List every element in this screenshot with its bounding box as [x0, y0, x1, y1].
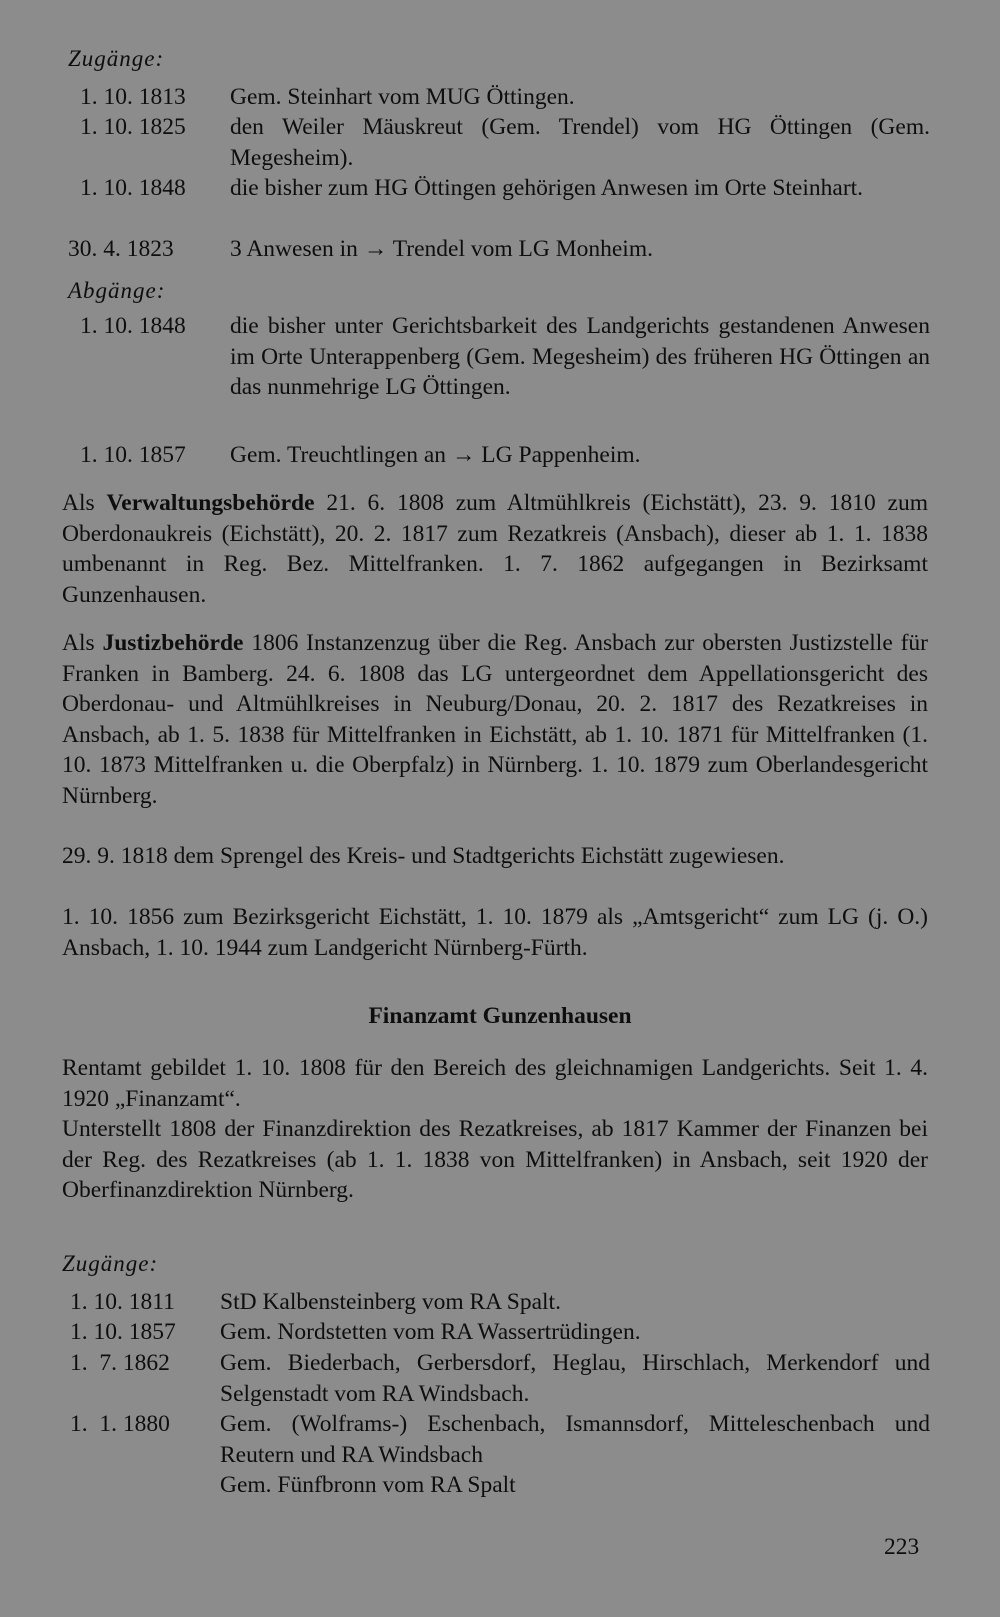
justiz-paragraph: [62, 628, 928, 811]
entry-text: den Weiler Mäuskreut (Gem. Trendel) vom HG Öttingen (Gem. Megesheim).: [230, 114, 930, 171]
entry-date: 1. 7. 1862: [70, 1350, 170, 1376]
section-title: Finanzamt Gunzenhausen: [368, 1003, 632, 1029]
entry-text: die bisher zum HG Öttingen gehörigen Anwesen im Orte Steinhart.: [230, 175, 864, 201]
entry-date: 1. 1. 1880: [70, 1411, 170, 1437]
entry-date: 1. 10. 1848: [80, 313, 186, 339]
justiz-lead: Als: [62, 630, 95, 656]
entry-text: Gem. Nordstetten vom RA Wassertrüdingen.: [220, 1319, 641, 1345]
entry-date: 1. 10. 1813: [80, 84, 186, 110]
entry-text: Gem. Fünfbronn vom RA Spalt: [220, 1472, 516, 1498]
zugaenge-heading-2: Zugänge:: [62, 1251, 159, 1276]
entry-date: 1. 10. 1857: [80, 442, 186, 468]
entry-date: 30. 4. 1823: [68, 236, 174, 262]
justiz-bold: Justizbehörde: [102, 630, 244, 656]
entry-text: 3 Anwesen in → Trendel vom LG Monheim.: [230, 236, 653, 262]
entry-text: die bisher unter Gerichtsbarkeit des Landgerichts gestandenen Anwesen im Orte Unterappenberg (Gem. Megesheim) des früheren HG Öttingen an das nunmehrige LG Öttingen.: [230, 313, 930, 400]
justiz-paragraph-3: 1. 10. 1856 zum Bezirksgericht Eichstätt, 1. 10. 1879 als „Amtsgericht“ zum LG (j. O.) Ansbach, 1. 10. 1944 zum Landgericht Nürnberg-Fürth.: [62, 904, 928, 961]
finanzamt-paragraph-1: Rentamt gebildet 1. 10. 1808 für den Bereich des gleichnamigen Landgerichts. Seit 1. 4. 1920 „Finanzamt“.: [62, 1055, 928, 1112]
entry-text: StD Kalbensteinberg vom RA Spalt.: [220, 1289, 561, 1315]
abgaenge-heading: Abgänge:: [68, 278, 166, 303]
zugaenge-heading: Zugänge:: [68, 46, 165, 71]
verwaltung-lead: Als: [62, 490, 95, 516]
entry-text: Gem. (Wolframs-) Eschenbach, Ismannsdorf, Mitteleschenbach und Reutern und RA Windsbach: [220, 1411, 930, 1468]
justiz-text: 1806 Instanzenzug über die Reg. Ansbach zur obersten Justizstelle für Franken in Bamberg. 24. 6. 1808 das LG untergeordnet dem Appellationsgericht des Oberdonau- und Altmühlkreises in Neuburg/Donau, 20. 2. 1817 des Rezatkreises in Ansbach, ab 1. 5. 1838 für Mittelfranken in Eichstätt, ab 1. 10. 1871 für Mittelfranken (1. 10. 1873 Mittelfranken u. die Oberpfalz) in Nürnberg. 1. 10. 1879 zum Oberlandesgericht Nürnberg.: [62, 630, 928, 809]
entry-text: Gem. Biederbach, Gerbersdorf, Heglau, Hirschlach, Merkendorf und Selgenstadt vom RA Windsbach.: [220, 1350, 930, 1407]
justiz-paragraph-2: 29. 9. 1818 dem Sprengel des Kreis- und Stadtgerichts Eichstätt zugewiesen.: [62, 843, 785, 869]
page-number: 223: [884, 1534, 920, 1560]
entry-date: 1. 10. 1848: [80, 175, 186, 201]
finanzamt-paragraph-2: Unterstellt 1808 der Finanzdirektion des Rezatkreises, ab 1817 Kammer der Finanzen bei der Reg. des Rezatkreises (ab 1. 1. 1838 von Mittelfranken) in Ansbach, seit 1920 der Oberfinanzdirektion Nürnberg.: [62, 1116, 928, 1203]
entry-text: Gem. Treuchtlingen an → LG Pappenheim.: [230, 442, 641, 468]
entry-date: 1. 10. 1825: [80, 114, 186, 140]
verwaltung-paragraph: [62, 488, 928, 610]
entry-text: Gem. Steinhart vom MUG Öttingen.: [230, 84, 575, 110]
entry-date: 1. 10. 1811: [70, 1289, 175, 1315]
verwaltung-text: 21. 6. 1808 zum Altmühlkreis (Eichstätt), 23. 9. 1810 zum Oberdonaukreis (Eichstätt), 20. 2. 1817 zum Rezatkreis (Ansbach), dieser ab 1. 1. 1838 umbenannt in Reg. Bez. Mittelfranken. 1. 7. 1862 aufgegangen in Bezirksamt Gunzenhausen.: [62, 490, 928, 608]
verwaltung-bold: Verwaltungsbehörde: [106, 490, 315, 516]
entry-date: 1. 10. 1857: [70, 1319, 176, 1345]
